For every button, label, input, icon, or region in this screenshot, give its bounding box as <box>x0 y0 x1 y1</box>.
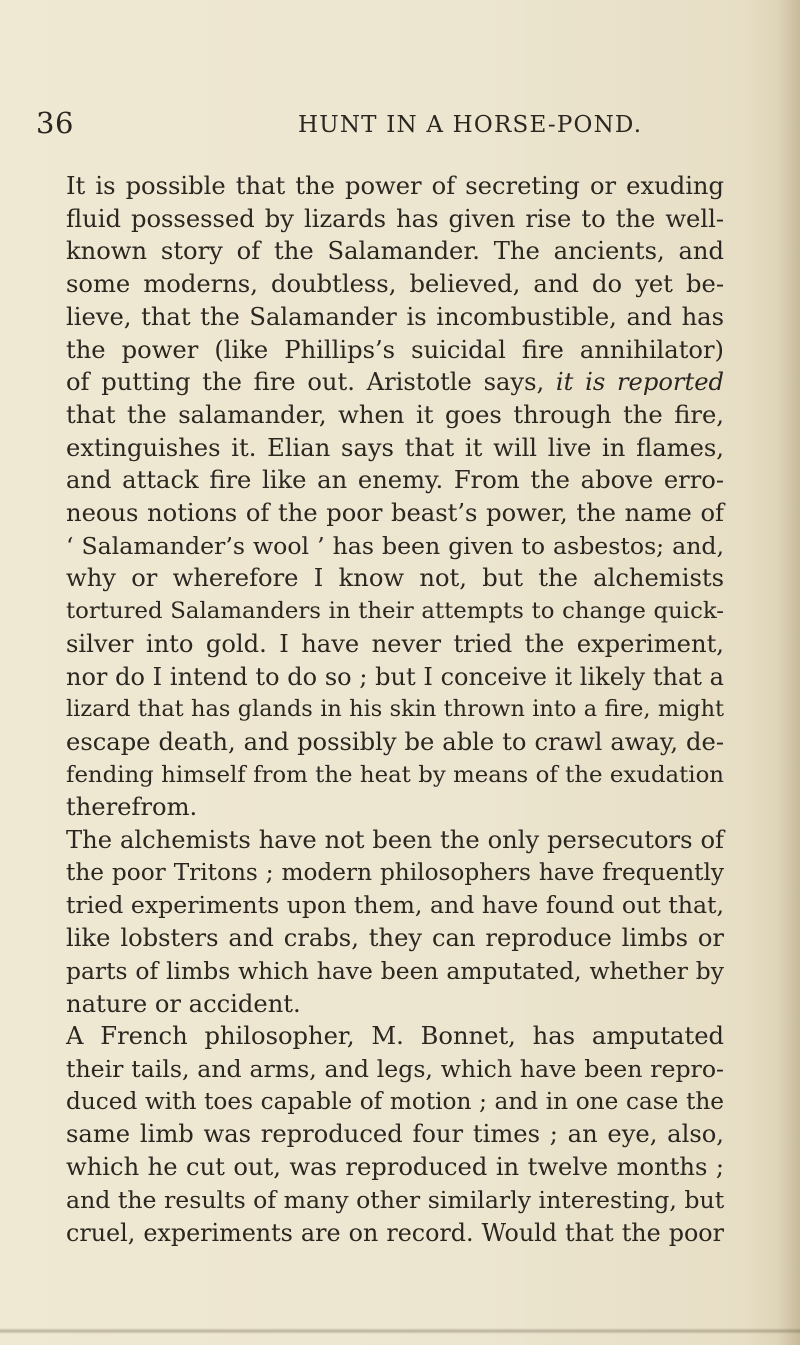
page-number: 36 <box>36 106 74 140</box>
text-line: parts of limbs which have been amputated, whether by <box>66 956 724 985</box>
text-line: silver into gold. I have never tried the experiment, <box>66 629 724 658</box>
text-line: some moderns, doubtless, believed, and do yet be- <box>66 270 724 299</box>
text-line: neous notions of the poor beast’s power, the name of <box>66 499 724 528</box>
text-line: known story of the Salamander. The ancients, and <box>66 237 724 266</box>
text-line: It is possible that the power of secreting or exuding <box>66 172 724 200</box>
text-line: therefrom. <box>66 793 198 822</box>
text-line: nature or accident. <box>66 989 301 1018</box>
paragraph-1 <box>66 170 724 824</box>
text-line: escape death, and possibly be able to crawl away, de- <box>66 727 724 756</box>
text-line: tried experiments upon them, and have found out that, <box>66 891 724 920</box>
text-line: A French philosopher, M. Bonnet, has amputated <box>66 1022 724 1051</box>
text-line: the poor Tritons ; modern philosophers have frequently <box>66 858 724 886</box>
text-line-start: of putting the fire out. Aristotle says, <box>66 368 556 397</box>
text-line: why or wherefore I know not, but the alchemists <box>66 564 724 593</box>
text-line: nor do I intend to do so ; but I conceive it likely that a <box>66 662 724 691</box>
text-line: and the results of many other similarly interesting, but <box>66 1185 725 1214</box>
text-line: lizard that has glands in his skin thrown into a fire, might <box>66 696 724 723</box>
text-line: extinguishes it. Elian says that it will live in flames, <box>66 433 724 462</box>
text-line: like lobsters and crabs, they can reproduce limbs or <box>66 924 724 953</box>
body-text <box>66 170 724 1249</box>
text-line: which he cut out, was reproduced in twelve months ; <box>66 1153 724 1182</box>
text-line: cruel, experiments are on record. Would that the poor <box>66 1218 724 1247</box>
text-line <box>66 366 724 399</box>
page-edge-shadow <box>778 0 800 1345</box>
italic-phrase: it is reported <box>555 368 724 397</box>
text-line: duced with toes capable of motion ; and in one case the <box>66 1087 724 1115</box>
text-line: tortured Salamanders in their attempts to change quick- <box>66 598 724 625</box>
running-title: HUNT IN A HORSE-POND. <box>298 112 643 138</box>
text-line: that the salamander, when it goes through the fire, <box>66 400 724 429</box>
text-line: ‘ Salamander’s wool ’ has been given to asbestos; and, <box>66 531 724 560</box>
text-line: their tails, and arms, and legs, which have been repro- <box>66 1054 724 1083</box>
paragraph-2 <box>66 824 724 1020</box>
page-bottom-edge <box>0 1328 800 1334</box>
text-line: the power (like Phillips’s suicidal fire annihilator) <box>66 335 724 364</box>
text-line: lieve, that the Salamander is incombustible, and has <box>66 302 724 331</box>
text-line: fluid possessed by lizards has given rise to the well- <box>66 204 724 233</box>
text-line: fending himself from the heat by means of the exudation <box>66 761 724 788</box>
paragraph-3 <box>66 1020 724 1249</box>
text-line: same limb was reproduced four times ; an eye, also, <box>66 1120 724 1149</box>
text-line: and attack fire like an enemy. From the above erro- <box>66 466 724 495</box>
text-line: The alchemists have not been the only persecutors of <box>66 826 724 855</box>
